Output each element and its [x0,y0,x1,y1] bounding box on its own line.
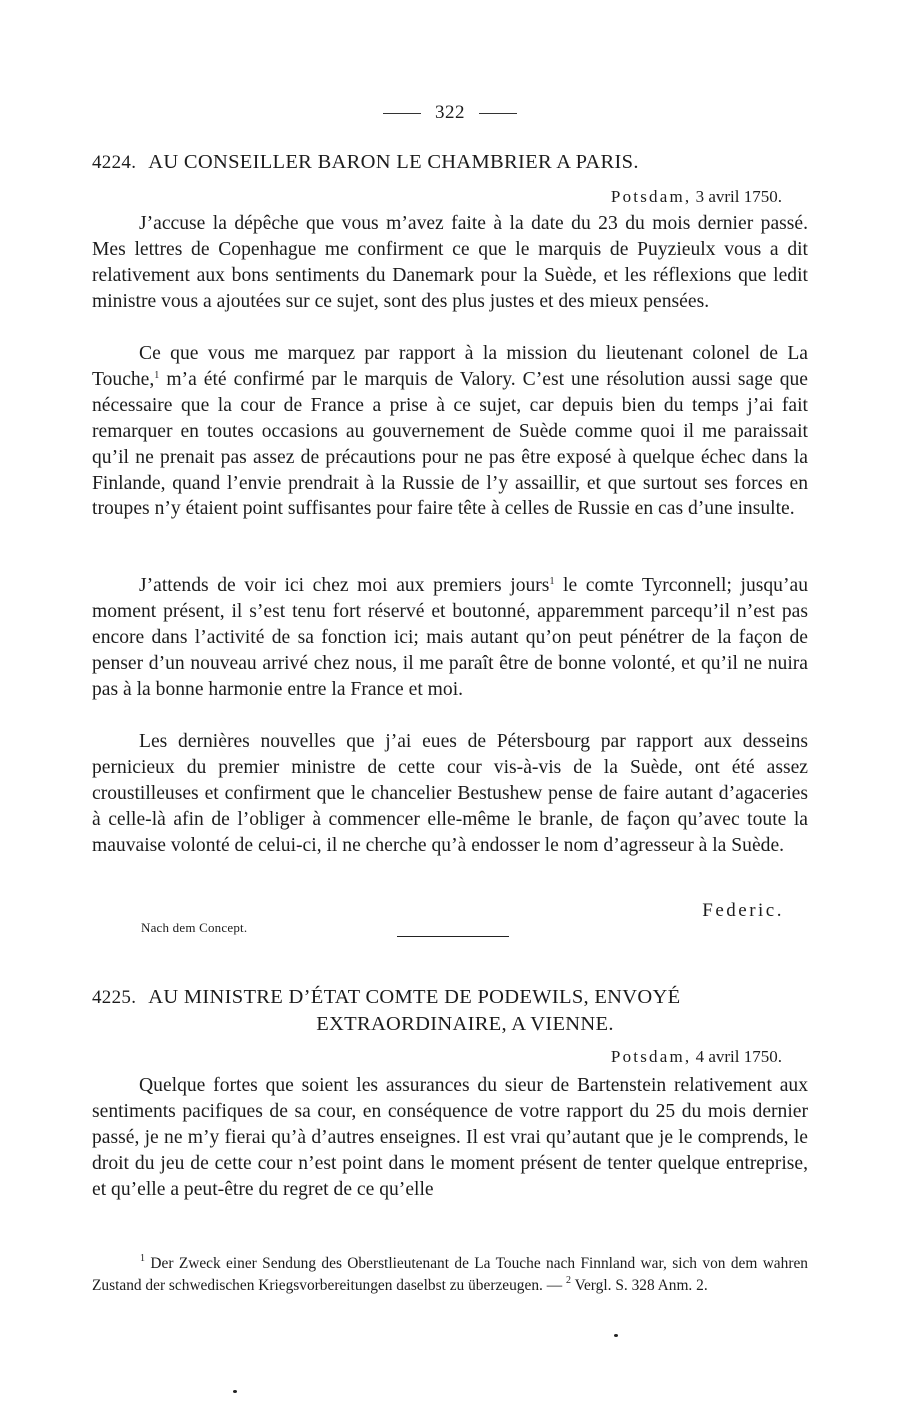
section-divider [397,936,509,937]
page-number [0,102,900,124]
letter-4224-paragraph-4: Les dernières nouvelles que j’ai eues de Pétersbourg par rapport aux desseins pernicieux du premier ministre de cette cour vis-à-vis de la Suède, ont été assez croustilleuses et confirment que le chancelier Bestushew pense de faire autant d’agaceries à celle-là afin de l’obliger à commencer elle-même le branle, de façon qu’avec toute la mauvaise volonté de celui-ci, il ne cherche qu’à endosser le nom d’agresseur à la Suède. [92,731,808,856]
letter-4224-paragraph-3 [92,573,808,703]
letter-number: 4225. [92,987,137,1008]
source-note: Nach dem Concept. [141,920,248,935]
footnote-mark: 1 [140,1253,145,1264]
footnotes [92,1253,808,1297]
letter-title-line-2: EXTRAORDINAIRE, A VIENNE. [316,1013,614,1035]
letter-4224-paragraph-2 [92,341,808,522]
date-text: 4 avril 1750. [695,1047,782,1066]
paragraph-text: J’attends de voir ici chez moi aux premiers jours [139,575,550,596]
dash-right [479,113,517,114]
footnote-text: Der Zweck einer Sendung des Oberstlieutenant de La Touche nach Finnland war, sich von dem wahren Zustand der schwedischen Kriegsvorbereitungen daselbst zu überzeugen. — [92,1255,808,1294]
footnote-text: Vergl. S. 328 Anm. 2. [574,1277,708,1294]
letter-4225-paragraph-1: Quelque fortes que soient les assurances du sieur de Bartenstein relativement aux sentiments pacifiques de sa cour, en conséquence de votre rapport du 25 du mois dernier passé, je ne m’y fierai qu’à d’autres enseignes. Il est vrai qu’autant que je le comprends, le droit du jeu de cette cour n’est point dans le moment présent de tenter quelque entreprise, et qu’elle a peut-être du regret de ce qu’elle [92,1075,808,1200]
paragraph-text: m’a été confirmé par le marquis de Valory. C’est une résolution aussi sage que nécessaire que la cour de France a prise à ce sujet, car depuis bien du temps j’ai fait remarquer en toutes occasions au gouvernement de Suède comme quoi il me paraissait qu’il ne prenait pas assez de précautions pour ne pas être exposé à quelque échec dans la Finlande, quand l’envie prendrait à la Russie de l’y assaillir, et que surtout ses forces en troupes n’y étaient point suffisantes pour faire tête à celles de Russie en cas d’une insulte. [92,368,808,520]
footnote-mark: 2 [565,1275,571,1286]
footnote-1 [92,1253,808,1297]
signature: Federic. [702,900,784,921]
date-place: Potsdam, [610,187,692,206]
letter-title-line-1: AU MINISTRE D’ÉTAT COMTE DE PODEWILS, ENVOYÉ [148,986,681,1008]
scan-speck [233,1390,237,1393]
footnote-mark: 1 [549,576,555,587]
letter-4225-dateline [611,1047,782,1067]
paragraph-text: le comte Tyrconnell; jusqu’au moment présent, il s’est tenu fort réservé et boutonné, apparemment parcequ’il n’est pas encore dans l’activité de sa fonction ici; mais autant qu’on peut pénétrer de la façon de penser d’un nouveau arrivé chez nous, il me paraît être de bonne volonté, et qu’il ne nuira pas à la bonne harmonie entre la France et moi. [92,575,808,700]
letter-number: 4224. [92,152,137,173]
letter-title: AU CONSEILLER BARON LE CHAMBRIER A PARIS. [148,151,639,173]
paragraph-text: Ce que vous me marquez par rapport à la mission du lieutenant colonel de La Touche, [92,343,808,390]
letter-4224-paragraph-1: J’accuse la dépêche que vous m’avez faite à la date du 23 du mois dernier passé. Mes lettres de Copenhague me confirment ce que le marquis de Puyzieulx vous a dit relativement aux bons sentiments du Danemark pour la Suède, et les réflexions que ledit ministre vous a ajoutées sur ce sujet, sont des plus justes et des mieux pensées. [92,213,808,312]
letter-4224-dateline [611,187,782,207]
letter-4224-heading [92,149,808,176]
footnote-mark: 1 [154,369,160,381]
date-text: 3 avril 1750. [695,187,782,206]
page-number-text: 322 [435,102,465,123]
scan-speck [614,1334,618,1337]
letter-4225-heading [92,984,808,1037]
date-place: Potsdam, [610,1047,692,1066]
dash-left [383,113,421,114]
